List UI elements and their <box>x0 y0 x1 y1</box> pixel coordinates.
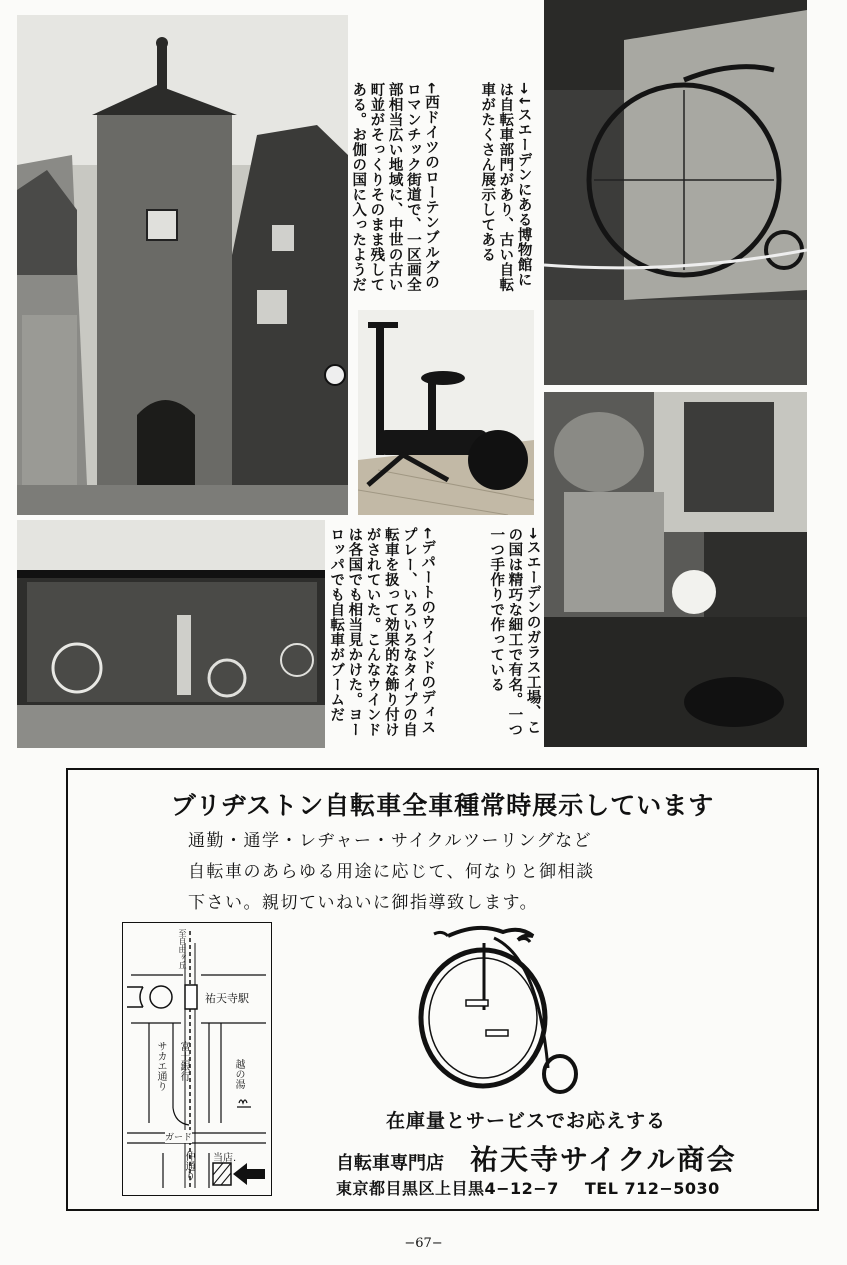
ad-body-line: 通勤・通学・レヂャー・サイクルツーリングなど <box>188 831 593 851</box>
ad-body <box>188 826 595 919</box>
cycle-shop-advertisement <box>66 768 819 1211</box>
caption-line: ある。お伽の国に入ったようだ <box>350 82 367 292</box>
map-drawing <box>123 923 270 1194</box>
bicycle-shop-window-photo <box>17 520 325 748</box>
shop-address-row <box>336 1176 720 1199</box>
caption-line: →スエーデンのガラス工場、こ <box>524 527 541 735</box>
shop-address: 東京都目黒区上目黒4−12−7 <box>336 1179 559 1198</box>
glass-factory-photo <box>544 392 807 747</box>
shop-name: 祐天寺サイクル商会 <box>470 1143 737 1176</box>
caption-line: は各国でも相当見かけた。ヨー <box>346 527 363 737</box>
caption-line: は自転車部門があり、古い自転 <box>497 82 514 292</box>
caption-line: →↓スエーデンにある博物館に <box>515 82 532 288</box>
map-label-fuji-bank: 富士銀行 <box>178 1041 189 1081</box>
ad-headline: ブリヂストン自転車全車種常時展示しています <box>170 791 715 820</box>
map-label-sakae: サカエ通り <box>155 1041 166 1091</box>
caption-line: ロッパでも自転車がブームだ <box>328 527 345 722</box>
map-label-shop: 当店. <box>213 1153 237 1164</box>
ad-slogan: 在庫量とサービスでお応えする <box>386 1110 667 1132</box>
map-label-jiyugaoka: 至自由ヶ丘 <box>178 929 187 969</box>
caption-line: 車がたくさん展示してある <box>479 82 496 262</box>
caption-line: の国は精巧な細工で有名。一つ <box>506 527 523 737</box>
caption-line: プレー、いろいろなタイプの自 <box>401 527 418 737</box>
caption-line: 一つ手作りで作っている <box>488 527 505 692</box>
shop-name-row <box>336 1138 737 1178</box>
caption-line: ←西ドイツのローテンブルグの <box>423 82 440 290</box>
caption-line: 町並がそっくりそのまま残して <box>368 82 385 292</box>
map-label-guard: ガード <box>165 1130 192 1143</box>
map-label-naka: 仲通り <box>183 1151 194 1181</box>
map-label-station: 祐天寺駅 <box>205 992 249 1005</box>
map-label-koshinoyu: 越の湯 <box>233 1059 244 1089</box>
shop-window-caption <box>327 527 436 752</box>
penny-farthing-icon <box>408 918 588 1094</box>
page-number: −67− <box>404 1236 443 1251</box>
caption-line: ロマンチック街道で、一区画全 <box>404 82 421 292</box>
shop-type: 自転車専門店 <box>336 1153 444 1174</box>
caption-line: 部相当広い地域に、中世の古い <box>386 82 403 292</box>
shop-location-map <box>122 922 272 1196</box>
caption-line: 転車を扱って効果的な飾り付け <box>382 527 399 737</box>
ad-body-line: 自転車のあらゆる用途に応じて、何なりと御相談 <box>188 862 595 882</box>
caption-line: がされていた。こんなウインド <box>364 527 381 737</box>
penny-farthing-museum-photo <box>544 0 807 385</box>
ad-body-line: 下さい。親切ていねいに御指導致します。 <box>188 893 539 913</box>
shop-phone: TEL 712−5030 <box>584 1179 720 1198</box>
old-exercise-bicycle-photo <box>358 310 534 515</box>
rothenburg-caption <box>349 82 440 318</box>
museum-caption <box>478 82 533 318</box>
glass-factory-caption <box>487 527 542 752</box>
rothenburg-gate-tower-photo <box>17 15 348 515</box>
caption-line: ←デパートのウインドのディス <box>419 527 436 735</box>
